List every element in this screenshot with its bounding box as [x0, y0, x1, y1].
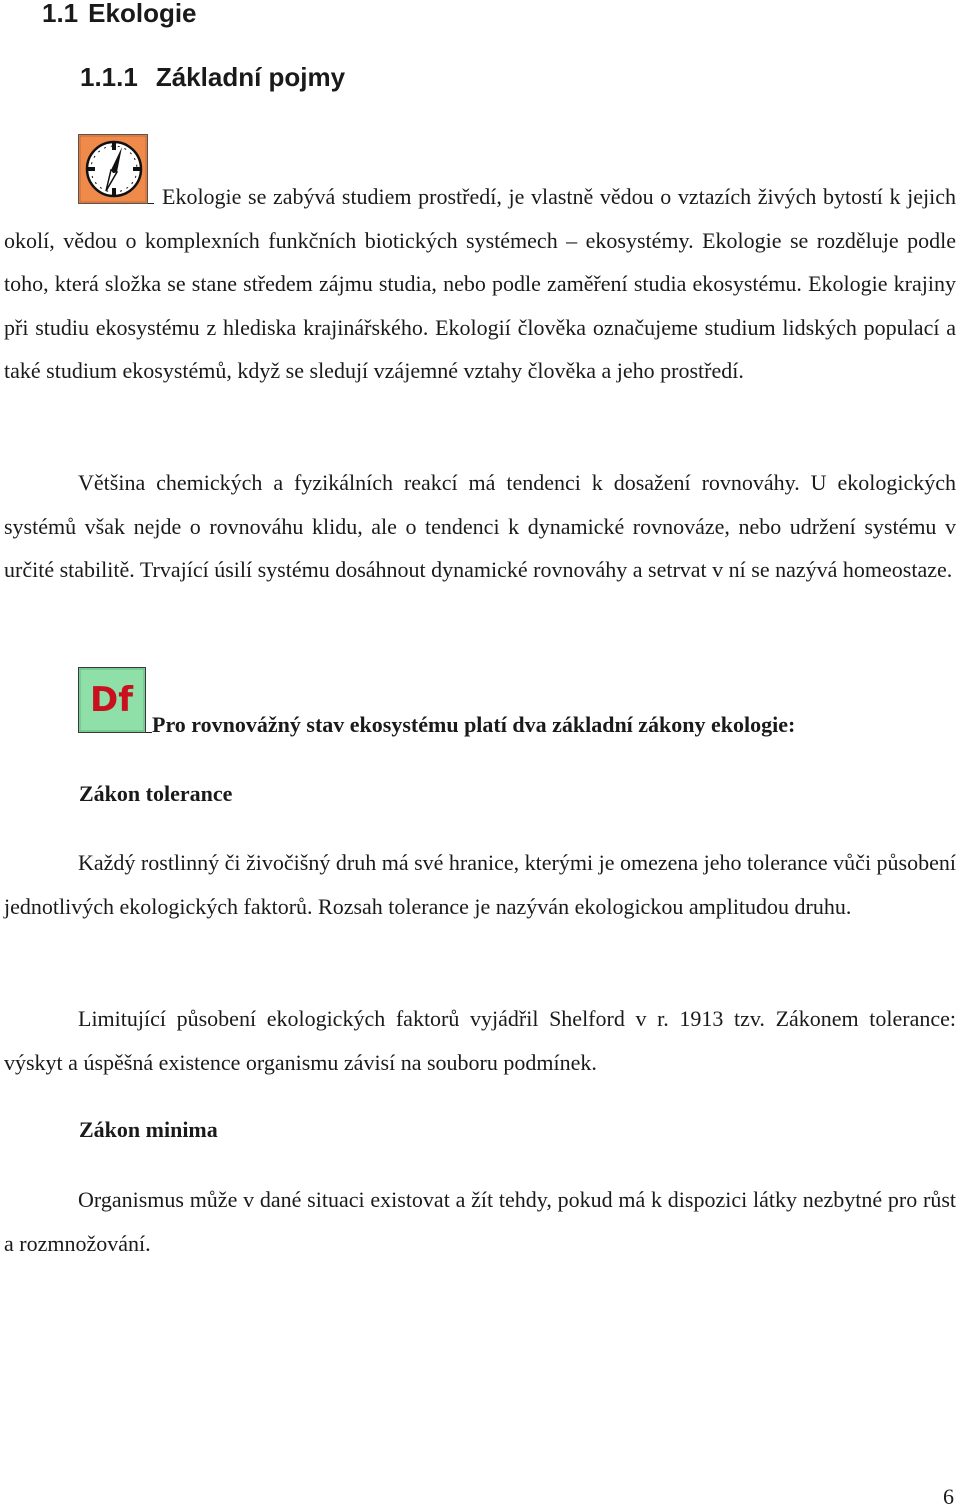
law-tolerance-paragraph-2 [4, 997, 956, 1084]
equilibrium-text: Většina chemických a fyzikálních reakcí má tendenci k dosažení rovnováhy. U ekologických systémů však nejde o rovnováhu klidu, ale o tendenci k dynamické rovnováze, nebo udržení systému v určité stabilitě. Trvající úsilí systému dosáhnout dynamické rovnováhy a setrvat v ní se nazývá homeostaze. [4, 470, 956, 583]
law-minimum-paragraph [4, 1178, 956, 1265]
equilibrium-paragraph [4, 461, 956, 592]
law-minimum-heading: Zákon minima [79, 1117, 218, 1142]
law-tolerance-heading: Zákon tolerance [79, 781, 233, 806]
law-tolerance-paragraph-1 [4, 841, 956, 928]
subsection-heading [80, 60, 345, 94]
subsection-number: 1.1.1 [80, 62, 138, 92]
intro-text: Ekologie se zabývá studiem prostředí, je vlastně vědou o vztazích živých bytostí k jejich okolí, vědou o komplexních funkčních biotických systémech – ekosystémy. Ekologie se rozděluje podle toho, která složka se stane středem zájmu studia, nebo podle zaměření studia ekosystému. Ekologie krajiny při studiu ekosystému z hlediska krajinářského. Ekologií člověka označujeme studium lidských populací a také studium ekosystémů, když se sledují vzájemné vztahy člověka a jeho prostředí. [4, 184, 956, 384]
definition-df-icon [78, 667, 146, 733]
subsection-title: Základní pojmy [155, 62, 346, 92]
df-icon-label: Df [90, 680, 134, 720]
definition-heading: Pro rovnovážný stav ekosystému platí dva základní zákony ekologie: [152, 712, 796, 737]
law-minimum-text: Organismus může v dané situaci existovat a žít tehdy, pokud má k dispozici látky nezbytné pro růst a rozmnožování. [4, 1187, 956, 1256]
law-tolerance-text-1: Každý rostlinný či živočišný druh má své hranice, kterými je omezena jeho tolerance vůči působení jednotlivých ekologických faktorů. Rozsah tolerance je nazýván ekologickou amplitudou druhu. [4, 850, 956, 919]
section-heading [42, 0, 197, 30]
law-tolerance-text-2: Limitující působení ekologických faktorů vyjádřil Shelford v r. 1913 tzv. Zákonem tolerance: výskyt a úspěšná existence organismu závisí na souboru podmínek. [4, 1006, 956, 1075]
section-number: 1.1 [42, 0, 79, 28]
page-number: 6 [943, 1484, 954, 1509]
intro-paragraph [4, 175, 956, 393]
section-title: Ekologie [88, 0, 197, 28]
